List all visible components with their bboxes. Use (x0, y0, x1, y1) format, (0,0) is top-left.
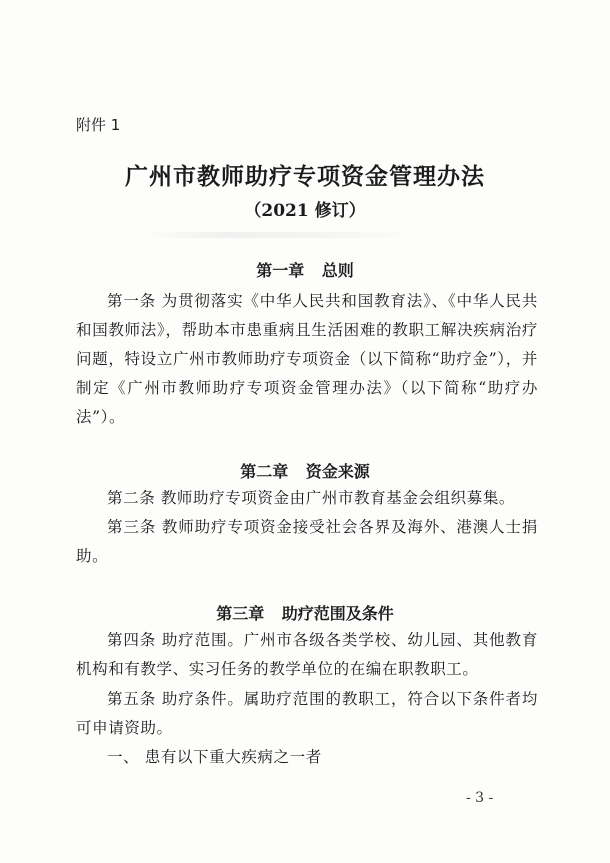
scan-artifact (140, 232, 420, 238)
article-1: 第一条 为贯彻落实《中华人民共和国教育法》、《中华人民共和国教师法》，帮助本市患重病且生活困难的教职工解决疾病治疗问题，特设立广州市教师助疗专项资金（以下简称“助疗金”），并制定《广州市教师助疗专项资金管理办法》（以下简称“助疗办法”）。 (76, 292, 538, 426)
article-4: 第四条 助疗范围。广州市各级各类学校、幼儿园、其他教育机构和有教学、实习任务的教学单位的在编在职教职工。 (76, 631, 538, 678)
list-item-1: 一、 患有以下重大疾病之一者 (107, 748, 322, 766)
document-subtitle: （2021 修订） (244, 201, 366, 221)
page-number: - 3 - (466, 790, 494, 806)
chapter-1-heading: 第一章 总则 (256, 261, 354, 280)
chapter-2-heading: 第二章 资金来源 (240, 462, 370, 481)
attachment-label: 附件 1 (76, 116, 121, 134)
article-2: 第二条 教师助疗专项资金由广州市教育基金会组织募集。 (107, 489, 516, 507)
document-title: 广州市教师助疗专项资金管理办法 (125, 163, 485, 190)
chapter-3-heading: 第三章 助疗范围及条件 (216, 604, 394, 623)
article-3: 第三条 教师助疗专项资金接受社会各界及海外、港澳人士捐助。 (76, 518, 538, 565)
article-5: 第五条 助疗条件。属助疗范围的教职工，符合以下条件者均可申请资助。 (76, 690, 538, 737)
